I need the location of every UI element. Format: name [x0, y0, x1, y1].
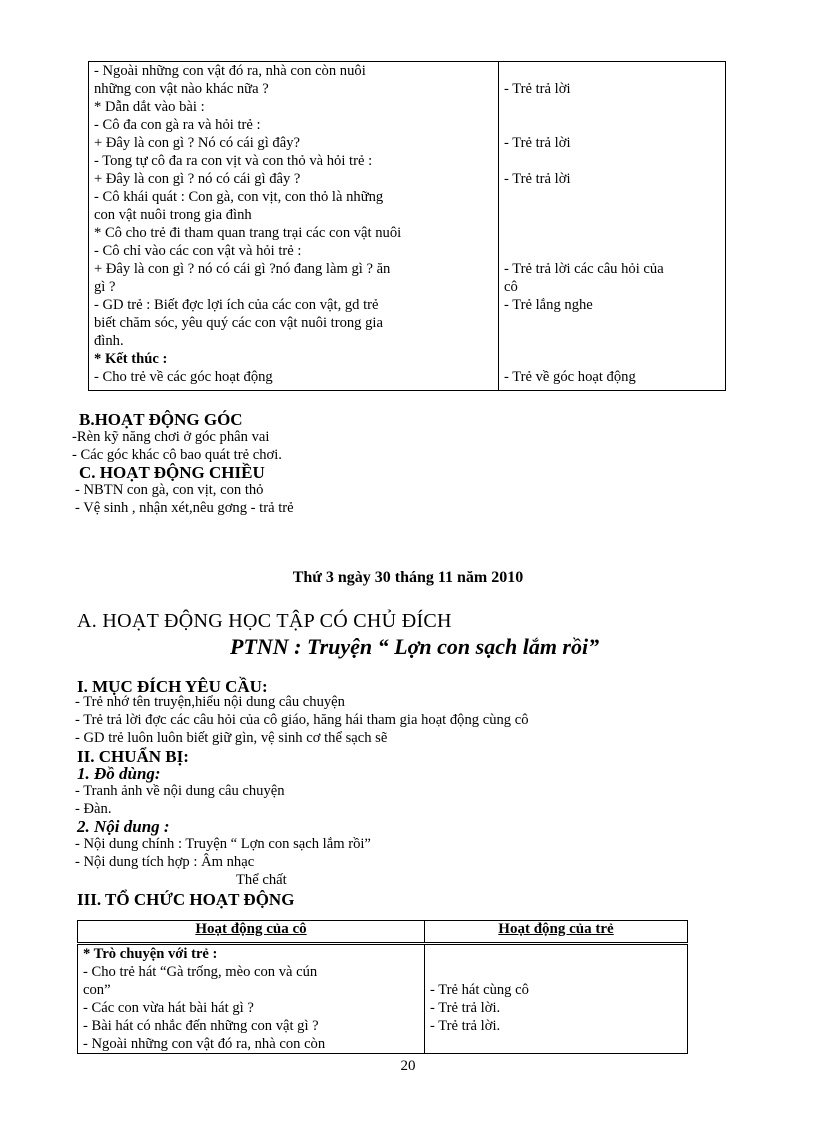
table-line: - Trẻ trả lời các câu hỏi của	[504, 261, 664, 277]
section-b-line: - Các góc khác cô bao quát trẻ chơi.	[72, 447, 282, 463]
section-c-line: - NBTN con gà, con vịt, con thỏ	[75, 482, 264, 498]
table-line	[499, 188, 725, 206]
section-b-title: B.HOẠT ĐỘNG GÓC	[79, 410, 243, 429]
table-line	[425, 963, 687, 981]
table-line: đình.	[94, 333, 124, 349]
section-1-line: - GD trẻ luôn luôn biết giữ gìn, vệ sinh cơ thể sạch sẽ	[75, 730, 388, 746]
table-line: cô	[504, 279, 518, 295]
section-3-title: III. TỔ CHỨC HOẠT ĐỘNG	[77, 890, 295, 909]
table-line: - Cho trẻ về các góc hoạt động	[94, 369, 273, 385]
section-2-line: - Tranh ảnh về nội dung câu chuyện	[75, 783, 285, 799]
table-line	[425, 1035, 687, 1053]
table-line: * Kết thúc :	[94, 351, 168, 367]
section-1-line: - Trẻ trả lời đợc các câu hỏi của cô giáo, hăng hái tham gia hoạt động cùng cô	[75, 712, 529, 728]
section-c-line: - Vệ sinh , nhận xét,nêu gơng - trả trẻ	[75, 500, 294, 516]
table-line: * Dẫn dắt vào bài :	[94, 99, 205, 115]
activity-table	[77, 920, 688, 1054]
page-number: 20	[400, 1058, 416, 1074]
table-line: - Bài hát có nhắc đến những con vật gì ?	[83, 1018, 319, 1034]
table-line: * Trò chuyện với trẻ :	[83, 946, 218, 962]
table-line	[499, 350, 725, 368]
table-line: biết chăm sóc, yêu quý các con vật nuôi trong gia	[94, 315, 383, 331]
header-child-activity: Hoạt động của trẻ	[425, 921, 688, 944]
heading-a: A. HOẠT ĐỘNG HỌC TẬP CÓ CHỦ ĐÍCH	[77, 610, 452, 632]
table-line: + Đây là con gì ? nó có cái gì đây ?	[94, 171, 301, 187]
table-line: - Trẻ trả lời	[504, 81, 571, 97]
section-1-line: - Trẻ nhớ tên truyện,hiểu nội dung câu chuyện	[75, 694, 345, 710]
table-line: - Trẻ trả lời	[504, 171, 571, 187]
table-line: - Các con vừa hát bài hát gì ?	[83, 1000, 254, 1016]
table-line: gì ?	[94, 279, 116, 295]
table-line: - Cho trẻ hát “Gà trống, mèo con và cún	[83, 964, 318, 980]
table-line: - Trẻ trả lời.	[430, 1000, 501, 1016]
table-line: - Tong tự cô đa ra con vịt và con thỏ và hỏi trẻ :	[94, 153, 373, 169]
table-line	[499, 242, 725, 260]
section-2-title: II. CHUẨN BỊ:	[77, 747, 189, 766]
table-line	[425, 945, 687, 963]
section-2-line: - Đàn.	[75, 801, 112, 817]
child-activity-column	[499, 62, 726, 391]
teacher-activity-column	[89, 62, 499, 391]
day-title: Thứ 3 ngày 30 tháng 11 năm 2010	[292, 569, 524, 586]
table-line: - Trẻ lắng nghe	[504, 297, 593, 313]
table-line: + Đây là con gì ? Nó có cái gì đây?	[94, 135, 300, 151]
teacher-activity-column	[78, 944, 425, 1054]
table-line: con”	[83, 982, 111, 998]
section-2-sub2: 2. Nội dung :	[77, 817, 170, 836]
table-line: - Trẻ hát cùng cô	[430, 982, 529, 998]
table-line	[499, 314, 725, 332]
table-line: - Cô chỉ vào các con vật và hỏi trẻ :	[94, 243, 302, 259]
table-line	[499, 152, 725, 170]
table-line	[499, 332, 725, 350]
table-line	[499, 224, 725, 242]
table-line: - Ngoài những con vật đó ra, nhà con còn	[83, 1036, 326, 1052]
section-2-line: Thể chất	[236, 872, 287, 888]
table-line: + Đây là con gì ? nó có cái gì ?nó đang làm gì ? ăn	[94, 261, 391, 277]
table-line: - Trẻ về góc hoạt động	[504, 369, 636, 385]
section-2-line: - Nội dung chính : Truyện “ Lợn con sạch lắm rồi”	[75, 836, 371, 852]
section-c-title: C. HOẠT ĐỘNG CHIỀU	[79, 463, 265, 482]
table-line: - Cô đa con gà ra và hỏi trẻ :	[94, 117, 261, 133]
child-activity-column	[425, 944, 688, 1054]
header-teacher-activity: Hoạt động của cô	[78, 921, 425, 944]
lesson-title: PTNN : Truyện “ Lợn con sạch lắm rồi”	[230, 634, 600, 659]
table-line	[499, 98, 725, 116]
table-line	[499, 116, 725, 134]
table-line: - Ngoài những con vật đó ra, nhà con còn nuôi	[94, 63, 366, 79]
table-line: - Trẻ trả lời	[504, 135, 571, 151]
table-line	[499, 206, 725, 224]
table-line: * Cô cho trẻ đi tham quan trang trại các con vật nuôi	[94, 225, 402, 241]
section-b-line: -Rèn kỹ năng chơi ở góc phân vai	[72, 429, 270, 445]
section-1-title: I. MỤC ĐÍCH YÊU CẦU:	[77, 677, 268, 696]
table-line	[499, 62, 725, 80]
table-line: - Trẻ trả lời.	[430, 1018, 501, 1034]
section-2-sub1: 1. Đồ dùng:	[77, 764, 161, 783]
table-line: - Cô khái quát : Con gà, con vịt, con thỏ là những	[94, 189, 384, 205]
table-line: con vật nuôi trong gia đình	[94, 207, 252, 223]
table-line: những con vật nào khác nữa ?	[94, 81, 269, 97]
activity-table-continued	[88, 61, 726, 391]
table-line: - GD trẻ : Biết đợc lợi ích của các con vật, gd trẻ	[94, 297, 379, 313]
section-2-line: - Nội dung tích hợp : Âm nhạc	[75, 854, 255, 870]
